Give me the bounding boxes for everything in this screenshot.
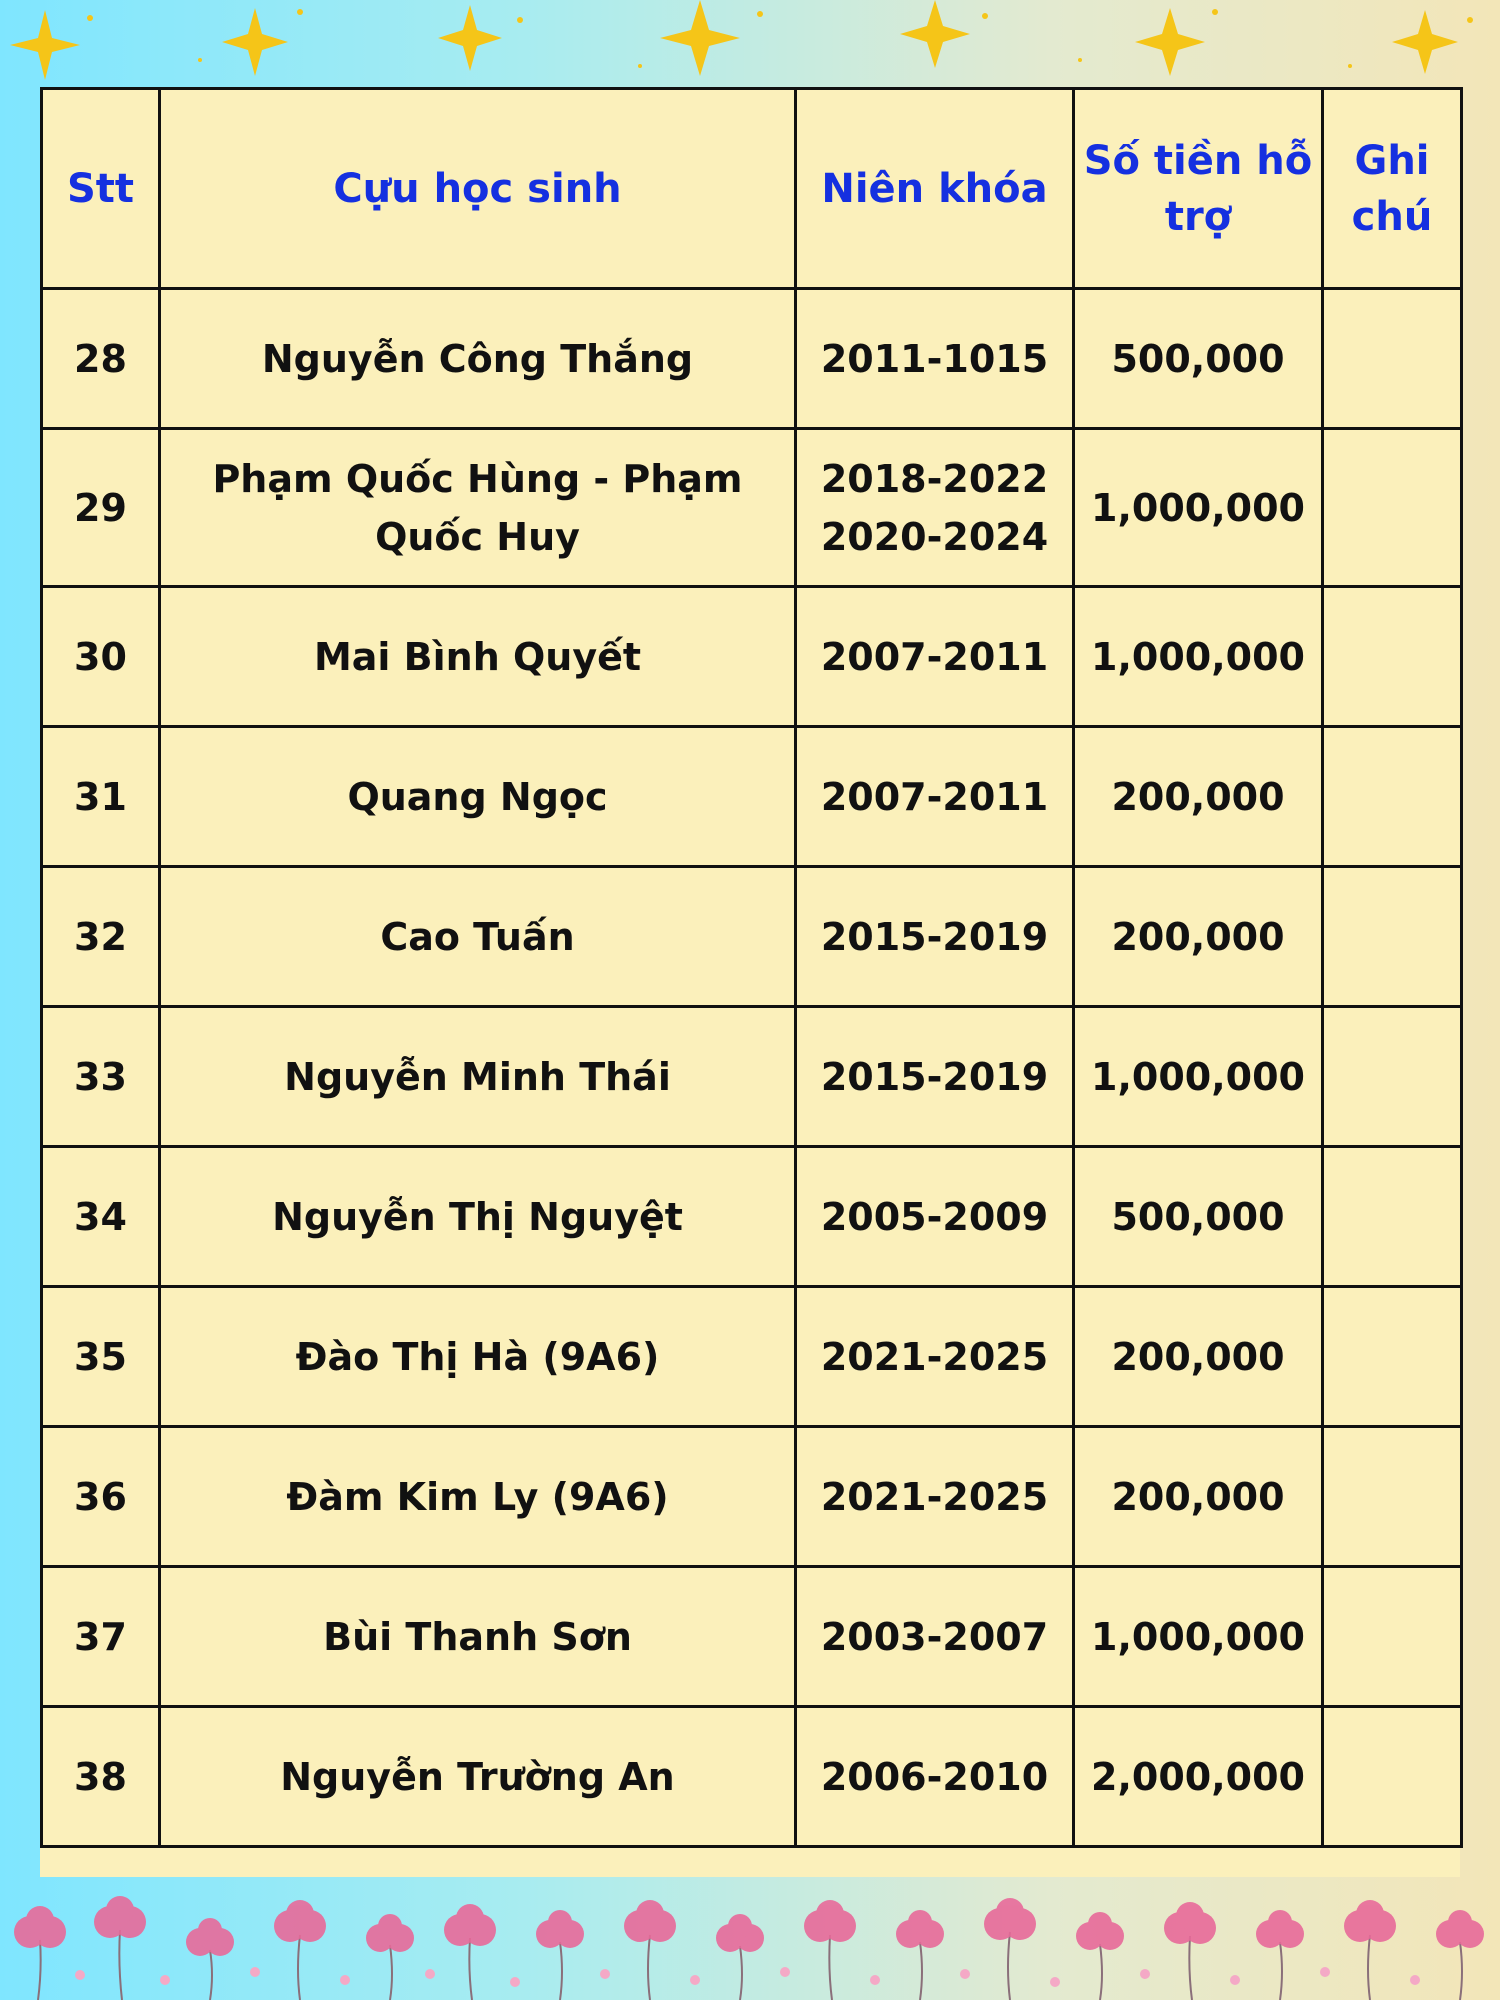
flower-icon [804,1900,856,1942]
cell-name: Mai Bình Quyết [160,587,796,727]
flower-icon [1344,1900,1396,1942]
table-row [42,1707,1462,1847]
cell-stt: 30 [42,587,160,727]
cell-stt: 28 [42,289,160,429]
cell-name: Quang Ngọc [160,727,796,867]
table-row [42,587,1462,727]
cell-name: Phạm Quốc Hùng - Phạm Quốc Huy [160,429,796,587]
cell-years: 2007-2011 [796,587,1074,727]
cell-years: 2005-2009 [796,1147,1074,1287]
header-former-student: Cựu học sinh [160,89,796,289]
cell-stt: 38 [42,1707,160,1847]
flower-icon [1164,1902,1216,1944]
cell-note [1323,289,1462,429]
header-school-years: Niên khóa [796,89,1074,289]
donation-table-sheet [40,87,1460,1877]
table-row [42,1147,1462,1287]
cell-years-line1: 2018-2022 [820,456,1049,501]
cell-amount: 200,000 [1074,1287,1323,1427]
flower-icon [444,1904,496,1946]
cell-amount: 1,000,000 [1074,1567,1323,1707]
cell-years: 2021-2025 [796,1287,1074,1427]
cell-years: 2015-2019 [796,1007,1074,1147]
cell-note [1323,429,1462,587]
header-note-line1: Ghi [1354,137,1430,184]
table-row [42,289,1462,429]
cell-amount: 2,000,000 [1074,1707,1323,1847]
cell-note [1323,1147,1462,1287]
cell-years [796,429,1074,587]
header-support-amount [1074,89,1323,289]
cell-stt: 37 [42,1567,160,1707]
sparkle-star-icon [660,0,740,76]
cell-note [1323,867,1462,1007]
cell-name: Đào Thị Hà (9A6) [160,1287,796,1427]
cell-name: Nguyễn Trường An [160,1707,796,1847]
donation-table [40,87,1463,1848]
sparkle-stars-decoration [0,0,1500,90]
header-note [1323,89,1462,289]
cell-amount: 1,000,000 [1074,429,1323,587]
cell-note [1323,1287,1462,1427]
cell-note [1323,727,1462,867]
flower-icon [984,1898,1036,1940]
cell-years-line2: 2020-2024 [820,514,1049,559]
header-support-amount-line1: Số tiền hỗ [1083,137,1313,184]
flower-icon [14,1906,66,1948]
cell-stt: 31 [42,727,160,867]
cell-amount: 500,000 [1074,1147,1323,1287]
cell-amount: 1,000,000 [1074,1007,1323,1147]
table-row [42,1567,1462,1707]
cell-name: Nguyễn Công Thắng [160,289,796,429]
flower-icon [896,1910,944,1948]
flower-icon [1436,1910,1484,1948]
cell-years: 2003-2007 [796,1567,1074,1707]
flower-icon [624,1900,676,1942]
cell-stt: 36 [42,1427,160,1567]
sparkle-star-icon [438,5,502,71]
table-row [42,1287,1462,1427]
header-support-amount-line2: trợ [1164,193,1232,240]
flower-icon [186,1918,234,1956]
flower-icon [536,1910,584,1948]
cell-stt: 32 [42,867,160,1007]
table-row [42,727,1462,867]
cell-amount: 200,000 [1074,1427,1323,1567]
cell-stt: 35 [42,1287,160,1427]
cell-name: Đàm Kim Ly (9A6) [160,1427,796,1567]
cell-years: 2021-2025 [796,1427,1074,1567]
pink-flowers-decoration [0,1880,1500,2000]
flower-icon [716,1914,764,1952]
flower-icon [94,1896,146,1938]
sparkle-star-icon [1392,10,1458,74]
cell-amount: 1,000,000 [1074,587,1323,727]
header-note-line2: chú [1351,193,1433,240]
cell-name: Bùi Thanh Sơn [160,1567,796,1707]
cell-years: 2011-1015 [796,289,1074,429]
sparkle-star-icon [10,10,80,80]
flower-icon [366,1914,414,1952]
header-stt: Stt [42,89,160,289]
cell-note [1323,1567,1462,1707]
flower-icon [1076,1912,1124,1950]
sparkle-star-icon [900,0,970,68]
cell-years: 2015-2019 [796,867,1074,1007]
table-row [42,867,1462,1007]
cell-name: Cao Tuấn [160,867,796,1007]
table-row [42,1427,1462,1567]
flower-icon [1256,1910,1304,1948]
table-header-row [42,89,1462,289]
cell-years: 2006-2010 [796,1707,1074,1847]
cell-amount: 500,000 [1074,289,1323,429]
table-row [42,429,1462,587]
cell-note [1323,1007,1462,1147]
cell-amount: 200,000 [1074,727,1323,867]
cell-note [1323,1707,1462,1847]
cell-note [1323,587,1462,727]
cell-note [1323,1427,1462,1567]
cell-years: 2007-2011 [796,727,1074,867]
cell-stt: 33 [42,1007,160,1147]
cell-amount: 200,000 [1074,867,1323,1007]
cell-stt: 29 [42,429,160,587]
cell-name: Nguyễn Minh Thái [160,1007,796,1147]
sparkle-star-icon [1135,8,1205,76]
table-row [42,1007,1462,1147]
sparkle-star-icon [222,8,288,76]
cell-stt: 34 [42,1147,160,1287]
cell-name: Nguyễn Thị Nguyệt [160,1147,796,1287]
flower-icon [274,1900,326,1942]
